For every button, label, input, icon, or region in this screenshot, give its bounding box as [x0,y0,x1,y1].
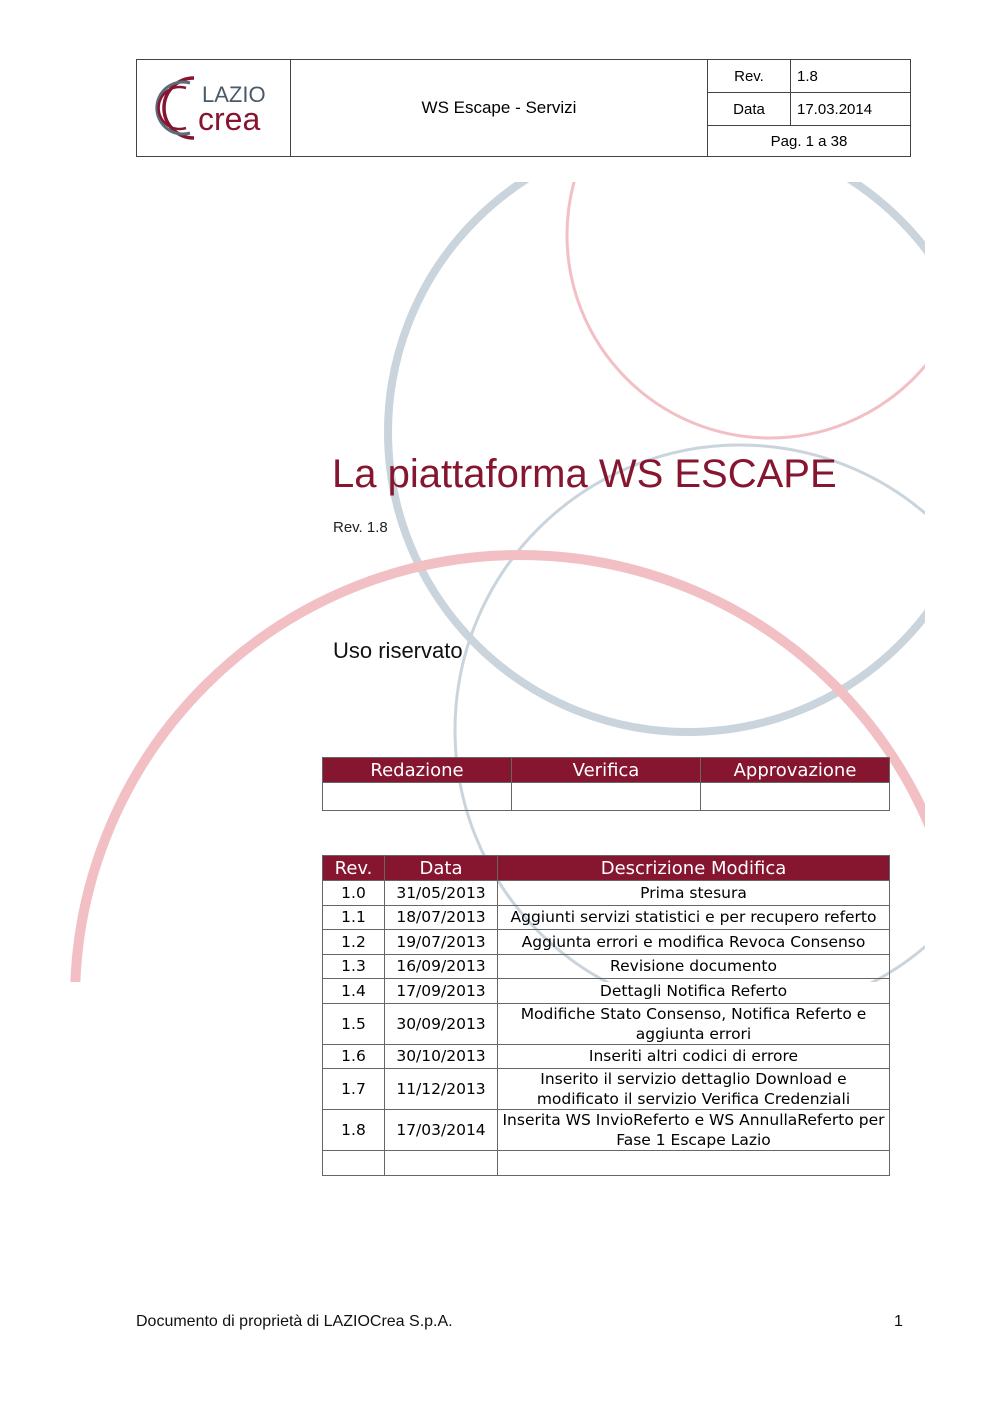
date-label: Data [708,93,791,126]
revision-description: Aggiunta errori e modifica Revoca Consenso [498,930,890,955]
revision-description: Inserito il servizio dettaglio Download e modificato il servizio Verifica Credenziali [498,1069,890,1110]
revision-date: 19/07/2013 [385,930,498,955]
revision-empty-cell [385,1151,498,1176]
cover-revision: Rev. 1.8 [333,519,388,536]
revision-date: 11/12/2013 [385,1069,498,1110]
svg-text:LAZIO: LAZIO [201,82,266,107]
revision-number: 1.5 [323,1003,385,1044]
revision-header-rev: Rev. [323,856,385,881]
signatures-header-verifica: Verifica [512,758,701,783]
footer-owner: Documento di proprietà di LAZIOCrea S.p.A. [136,1313,453,1330]
document-header [136,59,911,157]
logo-cell [137,60,291,157]
date-value: 17.03.2014 [791,93,911,126]
signatures-row [323,783,890,811]
revision-date: 30/10/2013 [385,1044,498,1069]
revision-empty-cell [323,1151,385,1176]
laziocrea-logo [150,70,278,146]
footer-page-number: 1 [894,1313,903,1330]
signatures-header-approvazione: Approvazione [701,758,890,783]
page-info: Pag. 1 a 38 [708,126,911,157]
revision-description: Inserita WS InvioReferto e WS AnnullaReferto per Fase 1 Escape Lazio [498,1110,890,1151]
cover-title: La piattaforma WS ESCAPE [332,452,837,496]
revision-description: Prima stesura [498,881,890,906]
revision-row [323,979,890,1004]
revision-description: Aggiunti servizi statistici e per recupero referto [498,905,890,930]
revision-number: 1.3 [323,954,385,979]
revision-description: Dettagli Notifica Referto [498,979,890,1004]
revision-description: Revisione documento [498,954,890,979]
revision-date: 17/09/2013 [385,979,498,1004]
revision-description: Modifiche Stato Consenso, Notifica Referto e aggiunta errori [498,1003,890,1044]
revision-number: 1.2 [323,930,385,955]
classification-label: Uso riservato [333,638,463,663]
revision-row [323,1003,890,1044]
revision-row [323,1110,890,1151]
revision-row [323,881,890,906]
revision-row [323,954,890,979]
revision-description: Inseriti altri codici di errore [498,1044,890,1069]
revision-date: 18/07/2013 [385,905,498,930]
revision-row [323,1044,890,1069]
revision-row [323,1069,890,1110]
revision-number: 1.6 [323,1044,385,1069]
signatures-table [322,757,890,811]
signature-cell [512,783,701,811]
revision-rows [323,881,890,1176]
rev-value: 1.8 [791,60,911,93]
signature-cell [701,783,890,811]
revision-header-description: Descrizione Modifica [498,856,890,881]
revision-header-date: Data [385,856,498,881]
revision-date: 31/05/2013 [385,881,498,906]
revision-empty-cell [498,1151,890,1176]
document-title: WS Escape - Servizi [291,60,708,157]
revision-date: 30/09/2013 [385,1003,498,1044]
revision-row [323,930,890,955]
revision-number: 1.7 [323,1069,385,1110]
revision-number: 1.4 [323,979,385,1004]
revision-date: 16/09/2013 [385,954,498,979]
revision-date: 17/03/2014 [385,1110,498,1151]
rev-label: Rev. [708,60,791,93]
revision-row [323,905,890,930]
signatures-header-redazione: Redazione [323,758,512,783]
revision-row-empty [323,1151,890,1176]
revision-number: 1.1 [323,905,385,930]
svg-text:crea: crea [197,101,260,137]
revision-number: 1.8 [323,1110,385,1151]
revision-history-table [322,855,890,1176]
revision-number: 1.0 [323,881,385,906]
signature-cell [323,783,512,811]
